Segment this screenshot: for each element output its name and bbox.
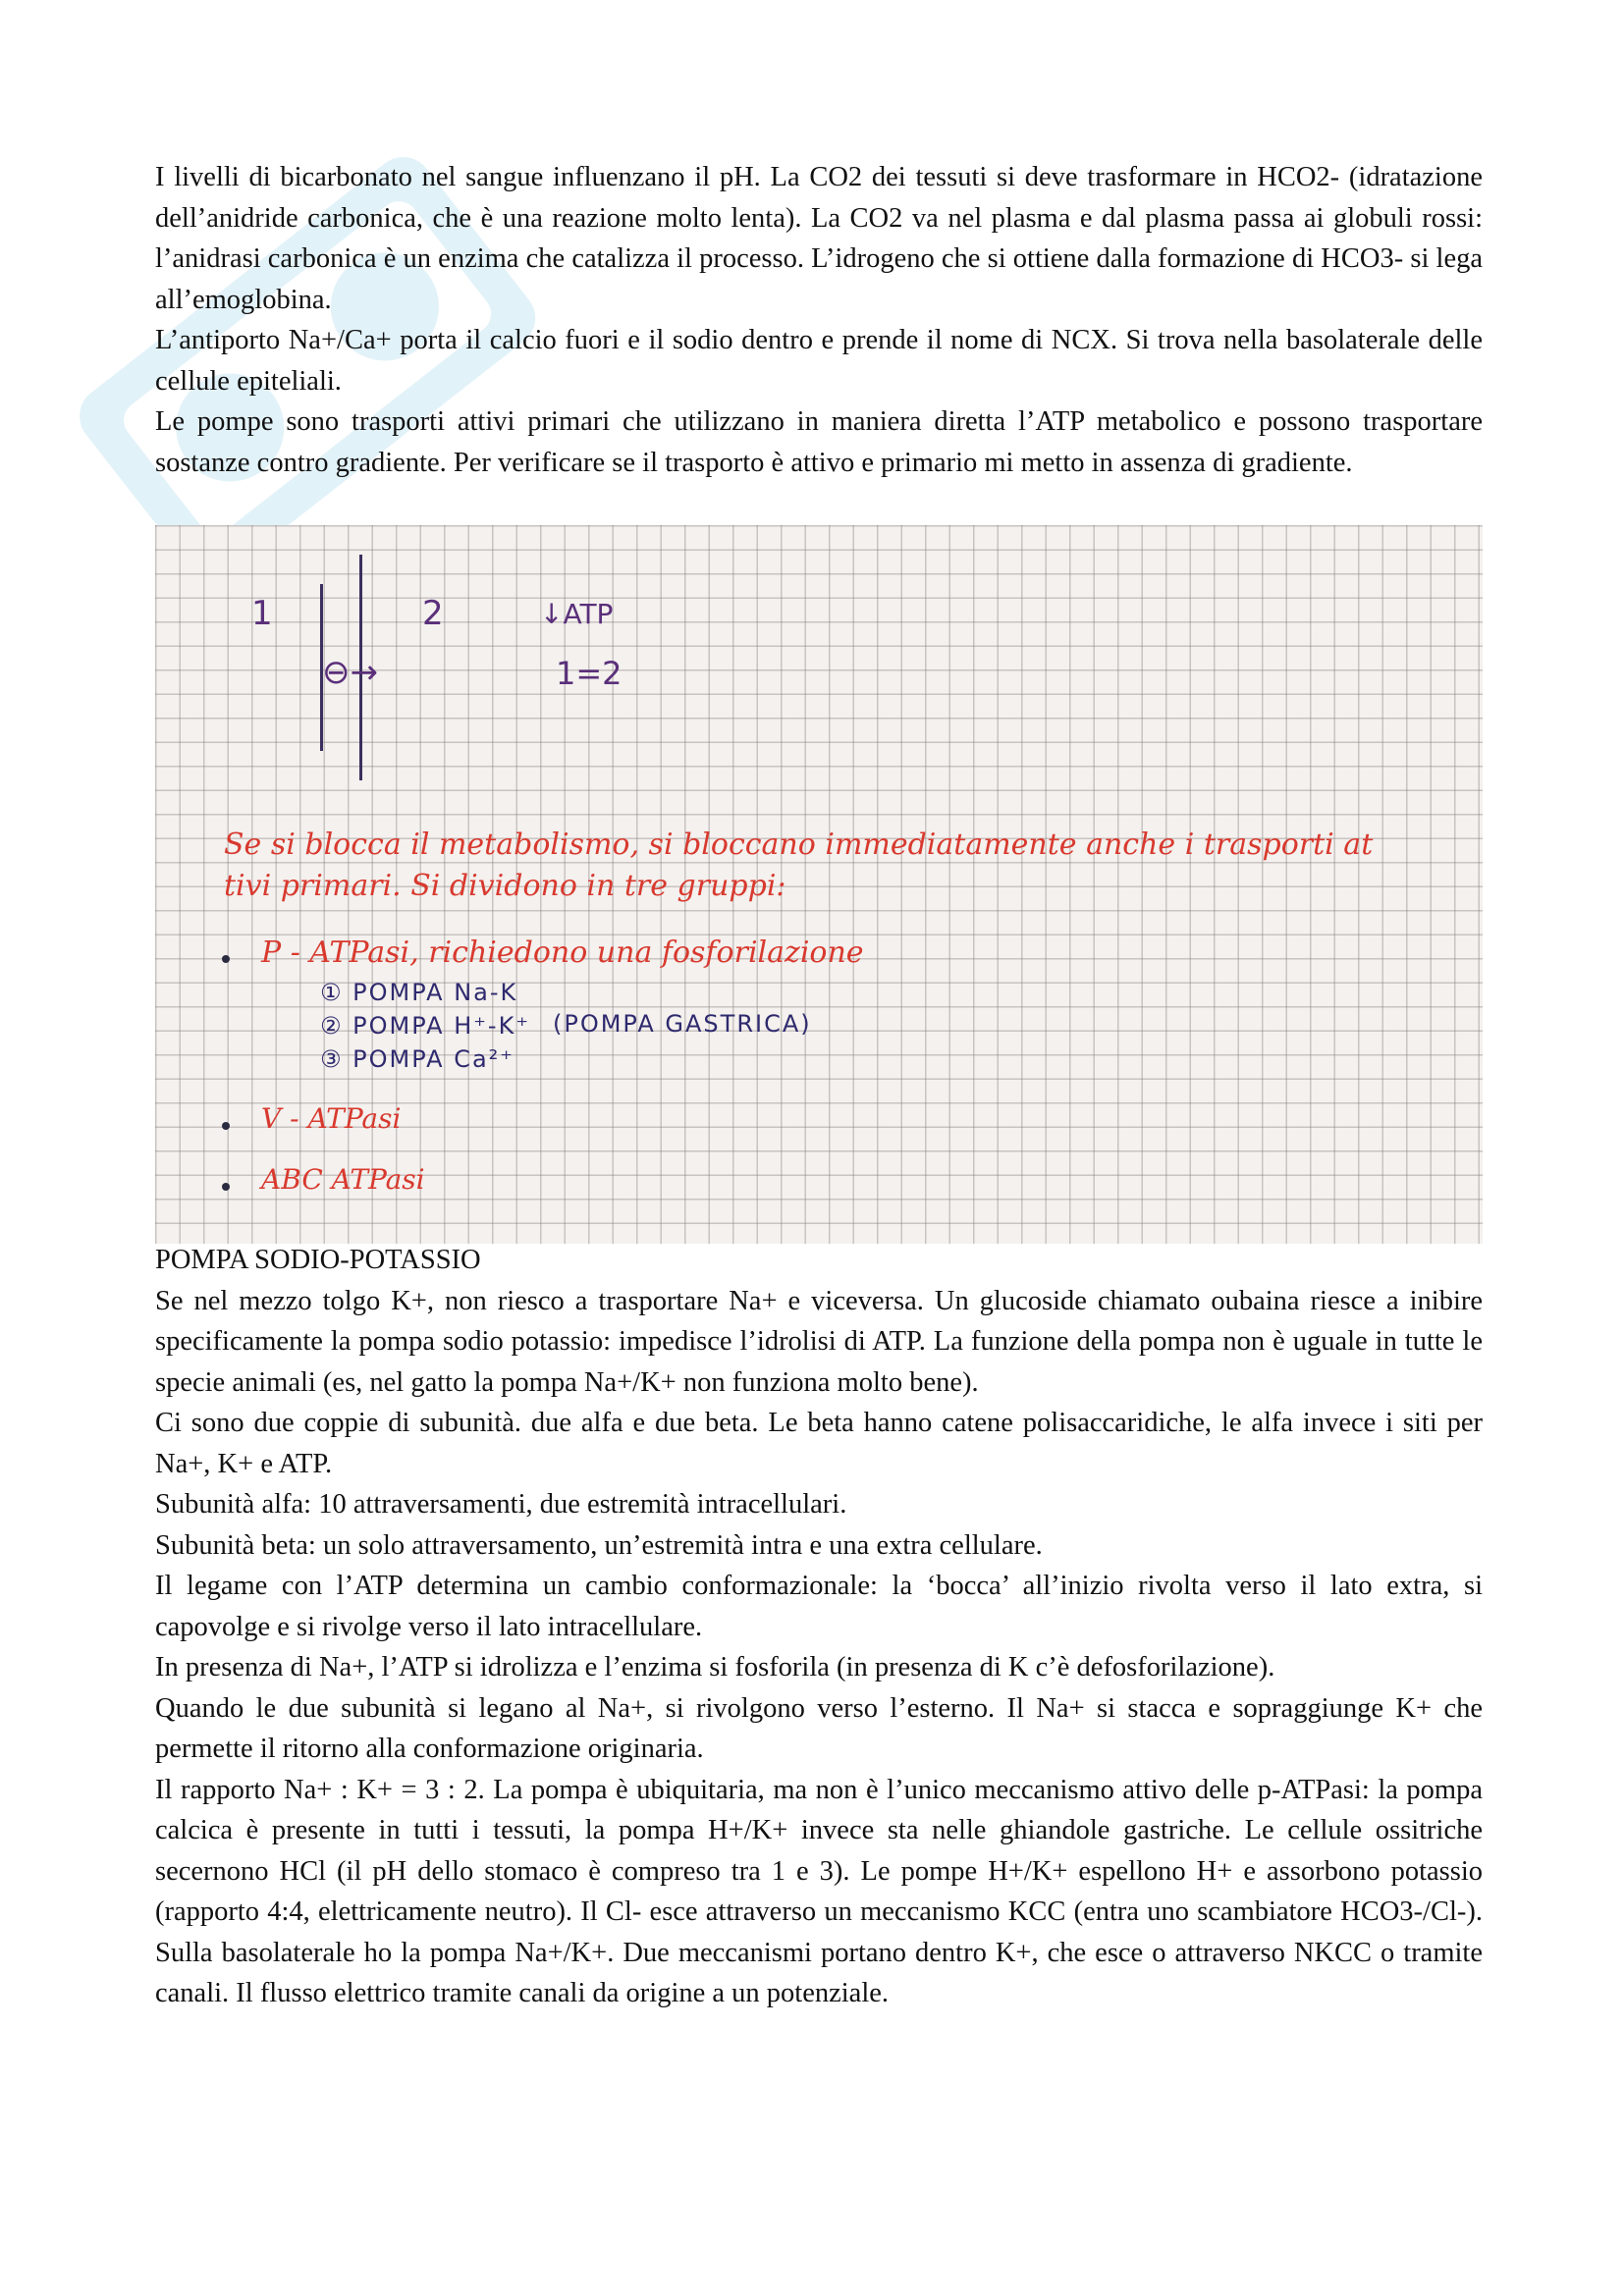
paragraph-ncx: L’antiporto Na+/Ca+ porta il calcio fuori e il sodio dentro e prende il nome di NCX. Si trova nella basolaterale delle cellule epiteliali. (155, 325, 1483, 397)
pump-na-k: ① POMPA Na-K (320, 979, 518, 1006)
sodium-potassium-section (155, 1240, 1483, 2014)
pump-ca: ③ POMPA Ca²⁺ (320, 1045, 514, 1073)
equality-label: 1=2 (556, 655, 623, 692)
pump-gastric-note: (POMPA GASTRICA) (553, 1010, 812, 1038)
paragraph-subunits: Ci sono due coppie di subunità. due alfa e due beta. Le beta hanno catene polisaccaridiche, le alfa invece i siti per Na+, K+ e ATP. (155, 1408, 1483, 1479)
group-v-atpasi: V - ATPasi (261, 1102, 402, 1135)
paragraph-phosphorylation: In presenza di Na+, l’ATP si idrolizza e l’enzima si fosforila (in presenza di K c’è defosforilazione). (155, 1652, 1275, 1682)
paragraph-atp-binding: Il legame con l’ATP determina un cambio conformazionale: la ‘bocca’ all’inizio rivolta verso il lato extra, si capovolge e si rivolge verso il lato intracellulare. (155, 1571, 1483, 1642)
paragraph-oubaina: Se nel mezzo tolgo K+, non riesco a trasportare Na+ e viceversa. Un glucoside chiamato oubaina riesce a inibire specificamente la pompa sodio potassio: impedisce l’idrolisi di ATP. La funzione della pompa non è uguale in tutte le specie animali (es, nel gatto la pompa Na+/K+ non funziona molto bene). (155, 1285, 1483, 1398)
compartment-2-label: 2 (422, 594, 444, 633)
paragraph-ratio: Il rapporto Na+ : K+ = 3 : 2. La pompa è ubiquitaria, ma non è l’unico meccanismo attivo delle p-ATPasi: la pompa calcica è presente in tutti i tessuti, la pompa H+/K+ invece sta nelle ghiandole gastriche. Le cellule ossitriche secernono HCl (il pH dello stomaco è compreso tra 1 e 3). Le pompe H+/K+ espellono H+ e assorbono potassio (rapporto 4:4, elettricamente neutro). Il Cl- esce attraverso un meccanismo KCC (entra uno scambiatore HCO3-/Cl-). Sulla basolaterale ho la pompa Na+/K+. Due meccanismi portano dentro K+, che esce o attraverso NKCC o tramite canali. Il flusso elettrico tramite canali da origine a un potenziale. (155, 1774, 1483, 2008)
paragraph-beta: Subunità beta: un solo attraversamento, un’estremità intra e una extra cellulare. (155, 1529, 1043, 1561)
bullet-p (222, 955, 230, 963)
group-p-atpasi: P - ATPasi, richiedono una fosforilazione (261, 935, 864, 970)
paragraph-pumps: Le pompe sono trasporti attivi primari che utilizzano in maniera diretta l’ATP metabolico e possono trasportare sostanze contro gradiente. Per verificare se il trasporto è attivo e primario mi metto in assenza di gradiente. (155, 406, 1483, 478)
compartment-1-label: 1 (251, 594, 273, 633)
section-title: POMPA SODIO-POTASSIO (155, 1245, 481, 1275)
notebook-photo (155, 525, 1483, 1244)
note-line-1: Se si blocca il metabolismo, si bloccano immediatamente anche i trasporti at (224, 828, 1374, 862)
group-abc-atpasi: ABC ATPasi (261, 1163, 425, 1196)
paragraph-alpha: Subunità alfa: 10 attraversamenti, due estremità intracellulari. (155, 1489, 847, 1520)
bullet-v (222, 1122, 230, 1130)
bullet-abc (222, 1183, 230, 1191)
note-line-2: tivi primari. Si dividono in tre gruppi: (224, 869, 786, 903)
intro-text (155, 157, 1483, 483)
pump-h-k: ② POMPA H⁺-K⁺ (320, 1012, 530, 1040)
atp-label: ↓ATP (540, 598, 614, 630)
transport-arrow-symbol: ⊖→ (322, 653, 378, 692)
paragraph-conformation: Quando le due subunità si legano al Na+, si rivolgono verso l’esterno. Il Na+ si stacca e sopraggiunge K+ che permette il ritorno alla conformazione originaria. (155, 1692, 1483, 1764)
paragraph-bicarbonate: I livelli di bicarbonato nel sangue influenzano il pH. La CO2 dei tessuti si deve trasformare in HCO2- (idratazione dell’anidride carbonica, che è una reazione molto lenta). La CO2 va nel plasma e dal plasma passa ai globuli rossi: l’anidrasi carbonica è un enzima che catalizza il processo. L’idrogeno che si ottiene dalla formazione di HCO3- si lega all’emoglobina. (155, 162, 1483, 315)
